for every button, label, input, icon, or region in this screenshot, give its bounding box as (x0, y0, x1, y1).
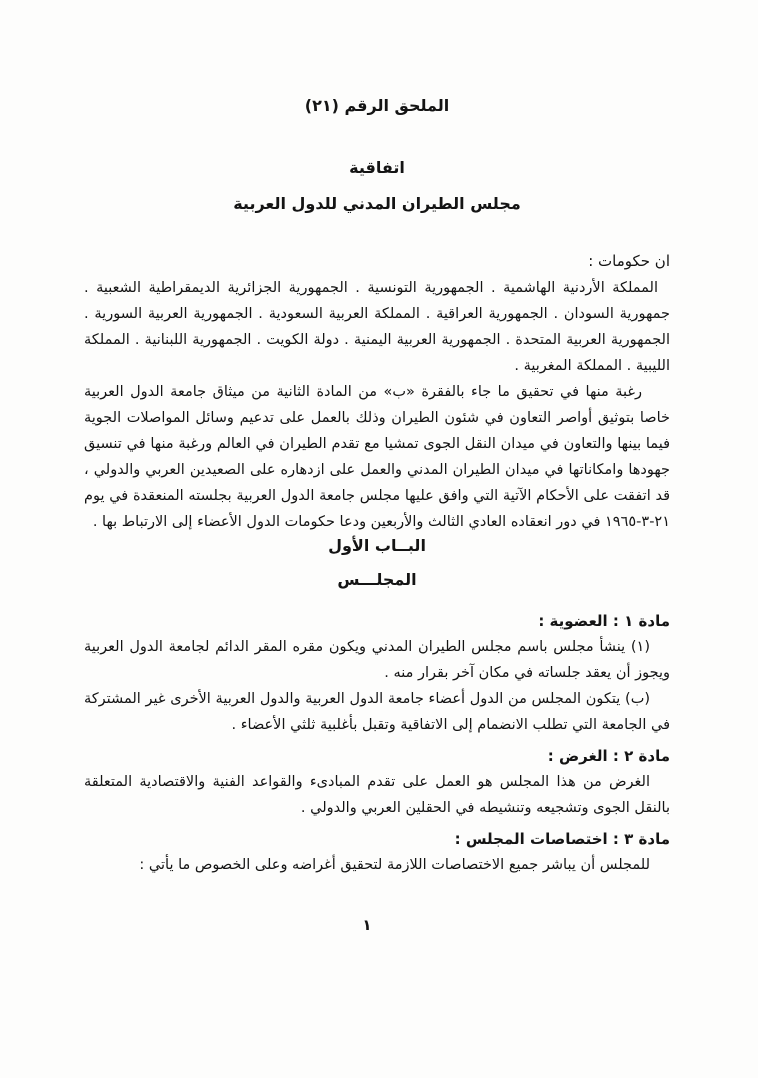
article-3 (84, 827, 670, 878)
section-title: المجلـــس (337, 570, 417, 589)
article-3-heading: مادة ٣ : اختصاصات المجلس : (454, 830, 670, 848)
agreement-title: اتفاقية (349, 158, 405, 177)
article-3-paragraph-1: للمجلس أن يباشر جميع الاختصاصات اللازمة لتحقيق أغراضه وعلى الخصوص ما يأتي : (139, 857, 650, 873)
article-2 (84, 744, 670, 821)
appendix-title: الملحق الرقم (٢١) (304, 96, 450, 115)
governments-paragraph: المملكة الأردنية الهاشمية . الجمهورية التونسية . الجمهورية الجزائرية الديمقراطية الشعبية . جمهورية السودان . الجمهورية العراقية . المملكة العربية السعودية . الجمهورية العربية السورية . الجمهورية العربية المتحدة . الجمهورية العربية اليمنية . دولة الكويت . الجمهورية اللبنانية . المملكة الليبية . المملكة المغربية . (84, 280, 670, 374)
page-number: ١ (362, 916, 372, 934)
article-1 (84, 609, 670, 738)
article-1-paragraph-1: (١) ينشأ مجلس باسم مجلس الطيران المدني ويكون مقره المقر الدائم لجامعة الدول العربية ويجوز أن يعقد جلساته في مكان آخر بقرار منه . (84, 639, 670, 681)
article-2-paragraph-1: الغرض من هذا المجلس هو العمل على تقدم المبادىء والقواعد الفنية والاقتصادية المتعلقة بالنقل الجوى وتشجيعه وتنشيطه في الحقلين العربي والدولي . (84, 774, 670, 816)
chapter-title: البــاب الأول (328, 536, 426, 555)
article-2-heading: مادة ٢ : الغرض : (547, 747, 670, 765)
article-1-heading: مادة ١ : العضوية : (538, 612, 670, 630)
council-title: مجلس الطيران المدني للدول العربية (233, 194, 521, 213)
preamble-paragraph: رغبة منها في تحقيق ما جاء بالفقرة «ب» من المادة الثانية من ميثاق جامعة الدول العربية خاصا بتوثيق أواصر التعاون في شئون الطيران وذلك بالعمل على تدعيم وسائل المواصلات الجوية فيما بينها والتعاون في ميدان النقل الجوى تمشيا مع تقدم الطيران في العالم ورغبة منها في تنسيق جهودها وامكاناتها في ميدان الطيران المدني والعمل على ازدهاره على الصعيدين العربي والدولي ، قد اتفقت على الأحكام الآتية التي وافق عليها مجلس جامعة الدول العربية بجلسته المنعقدة في يوم ٢١-٣-١٩٦٥ في دور انعقاده العادي الثالث والأربعين ودعا حكومات الدول الأعضاء إلى الارتباط بها . (84, 384, 670, 530)
article-1-paragraph-2: (ب) يتكون المجلس من الدول أعضاء جامعة الدول العربية والدول العربية الأخرى غير المشتركة في الجامعة التي تطلب الانضمام إلى الاتفاقية وتقبل بأغلبية ثلثي الأعضاء . (84, 691, 670, 733)
preamble-lead: ان حكومات : (588, 252, 670, 270)
